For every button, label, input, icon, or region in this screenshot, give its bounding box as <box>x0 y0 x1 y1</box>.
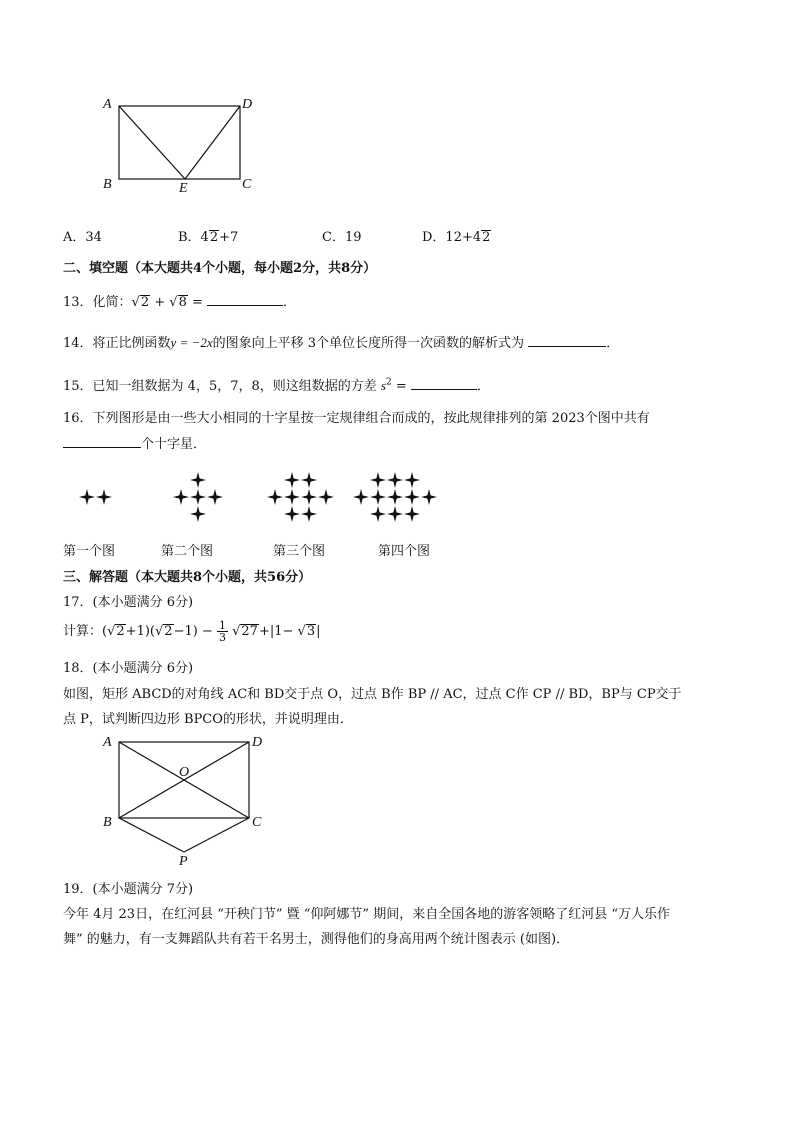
answer-blank[interactable] <box>207 293 283 306</box>
label-D: D <box>252 735 263 750</box>
caption-figure-3: 第三个图 <box>273 544 326 559</box>
question-15: 15．已知一组数据为 4，5，7，8，则这组数据的方差 $s^2$ = ． <box>63 377 490 394</box>
question-18-line2: 点 P，试判断四边形 BPCO的形状，并说明理由． <box>63 712 353 727</box>
label-O: O <box>179 765 190 780</box>
option-d: D．12+42 <box>422 230 491 245</box>
label-B: B <box>103 177 112 192</box>
question-17-head: 17．(本小题满分 6分) <box>63 595 194 610</box>
star-figure-2 <box>173 472 223 522</box>
option-a: A．34 <box>63 230 102 245</box>
question-13: 13．化简：√2 + √8 = ． <box>63 295 297 310</box>
option-c: C．19 <box>322 230 362 245</box>
caption-figure-1: 第一个图 <box>63 544 116 559</box>
label-B: B <box>103 815 112 830</box>
question-19-line1: 今年 4月 23日，在红河县 “开秧门节” 暨 “仰阿娜节” 期间，来自全国各地的游客领略了红河县 “万人乐作 <box>63 907 670 922</box>
rectangle-figure-q12 <box>95 92 270 200</box>
star-figure-1 <box>79 489 112 505</box>
question-16-line2: 个十字星． <box>63 433 206 452</box>
label-P: P <box>179 854 188 869</box>
rectangle-figure-q18 <box>95 730 275 870</box>
label-D: D <box>242 97 253 112</box>
question-19-head: 19．(本小题满分 7分) <box>63 882 194 897</box>
label-E: E <box>179 181 188 196</box>
caption-figure-2: 第二个图 <box>161 544 214 559</box>
question-18-head: 18．(本小题满分 6分) <box>63 661 194 676</box>
question-19-line2: 舞” 的魅力，有一支舞蹈队共有若干名男士，测得他们的身高用两个统计图表示 (如图)． <box>63 932 570 947</box>
answer-blank[interactable] <box>411 377 477 390</box>
caption-figure-4: 第四个图 <box>378 544 431 559</box>
label-C: C <box>242 177 252 192</box>
star-patterns <box>60 466 460 531</box>
question-17-expr: 计算：(√2+1)(√2−1) − $\frac{1}{3}$ √27+|1− √3| <box>63 619 321 644</box>
star-figure-3 <box>267 472 334 522</box>
section-title-solutions: 三、解答题（本大题共8个小题，共56分） <box>63 570 312 585</box>
option-b: B．42+7 <box>178 230 239 245</box>
question-18-line1: 如图，矩形 ABCD的对角线 AC和 BD交于点 O，过点 B作 BP // AC，过点 C作 CP // BD，BP与 CP交于 <box>63 687 682 702</box>
label-A: A <box>103 97 112 112</box>
question-16-line1: 16．下列图形是由一些大小相同的十字星按一定规律组合而成的，按此规律排列的第 2023个图中共有 <box>63 411 650 426</box>
label-C: C <box>252 815 262 830</box>
label-A: A <box>103 735 112 750</box>
answer-blank[interactable] <box>528 334 606 347</box>
section-title-fill-blank: 二、填空题（本大题共4个小题，每小题2分，共8分） <box>63 261 377 276</box>
answer-blank[interactable] <box>63 435 141 448</box>
question-14: 14．将正比例函数y = −2x的图象向上平移 3个单位长度所得一次函数的解析式为 ． <box>63 335 620 351</box>
star-figure-4 <box>353 472 437 522</box>
